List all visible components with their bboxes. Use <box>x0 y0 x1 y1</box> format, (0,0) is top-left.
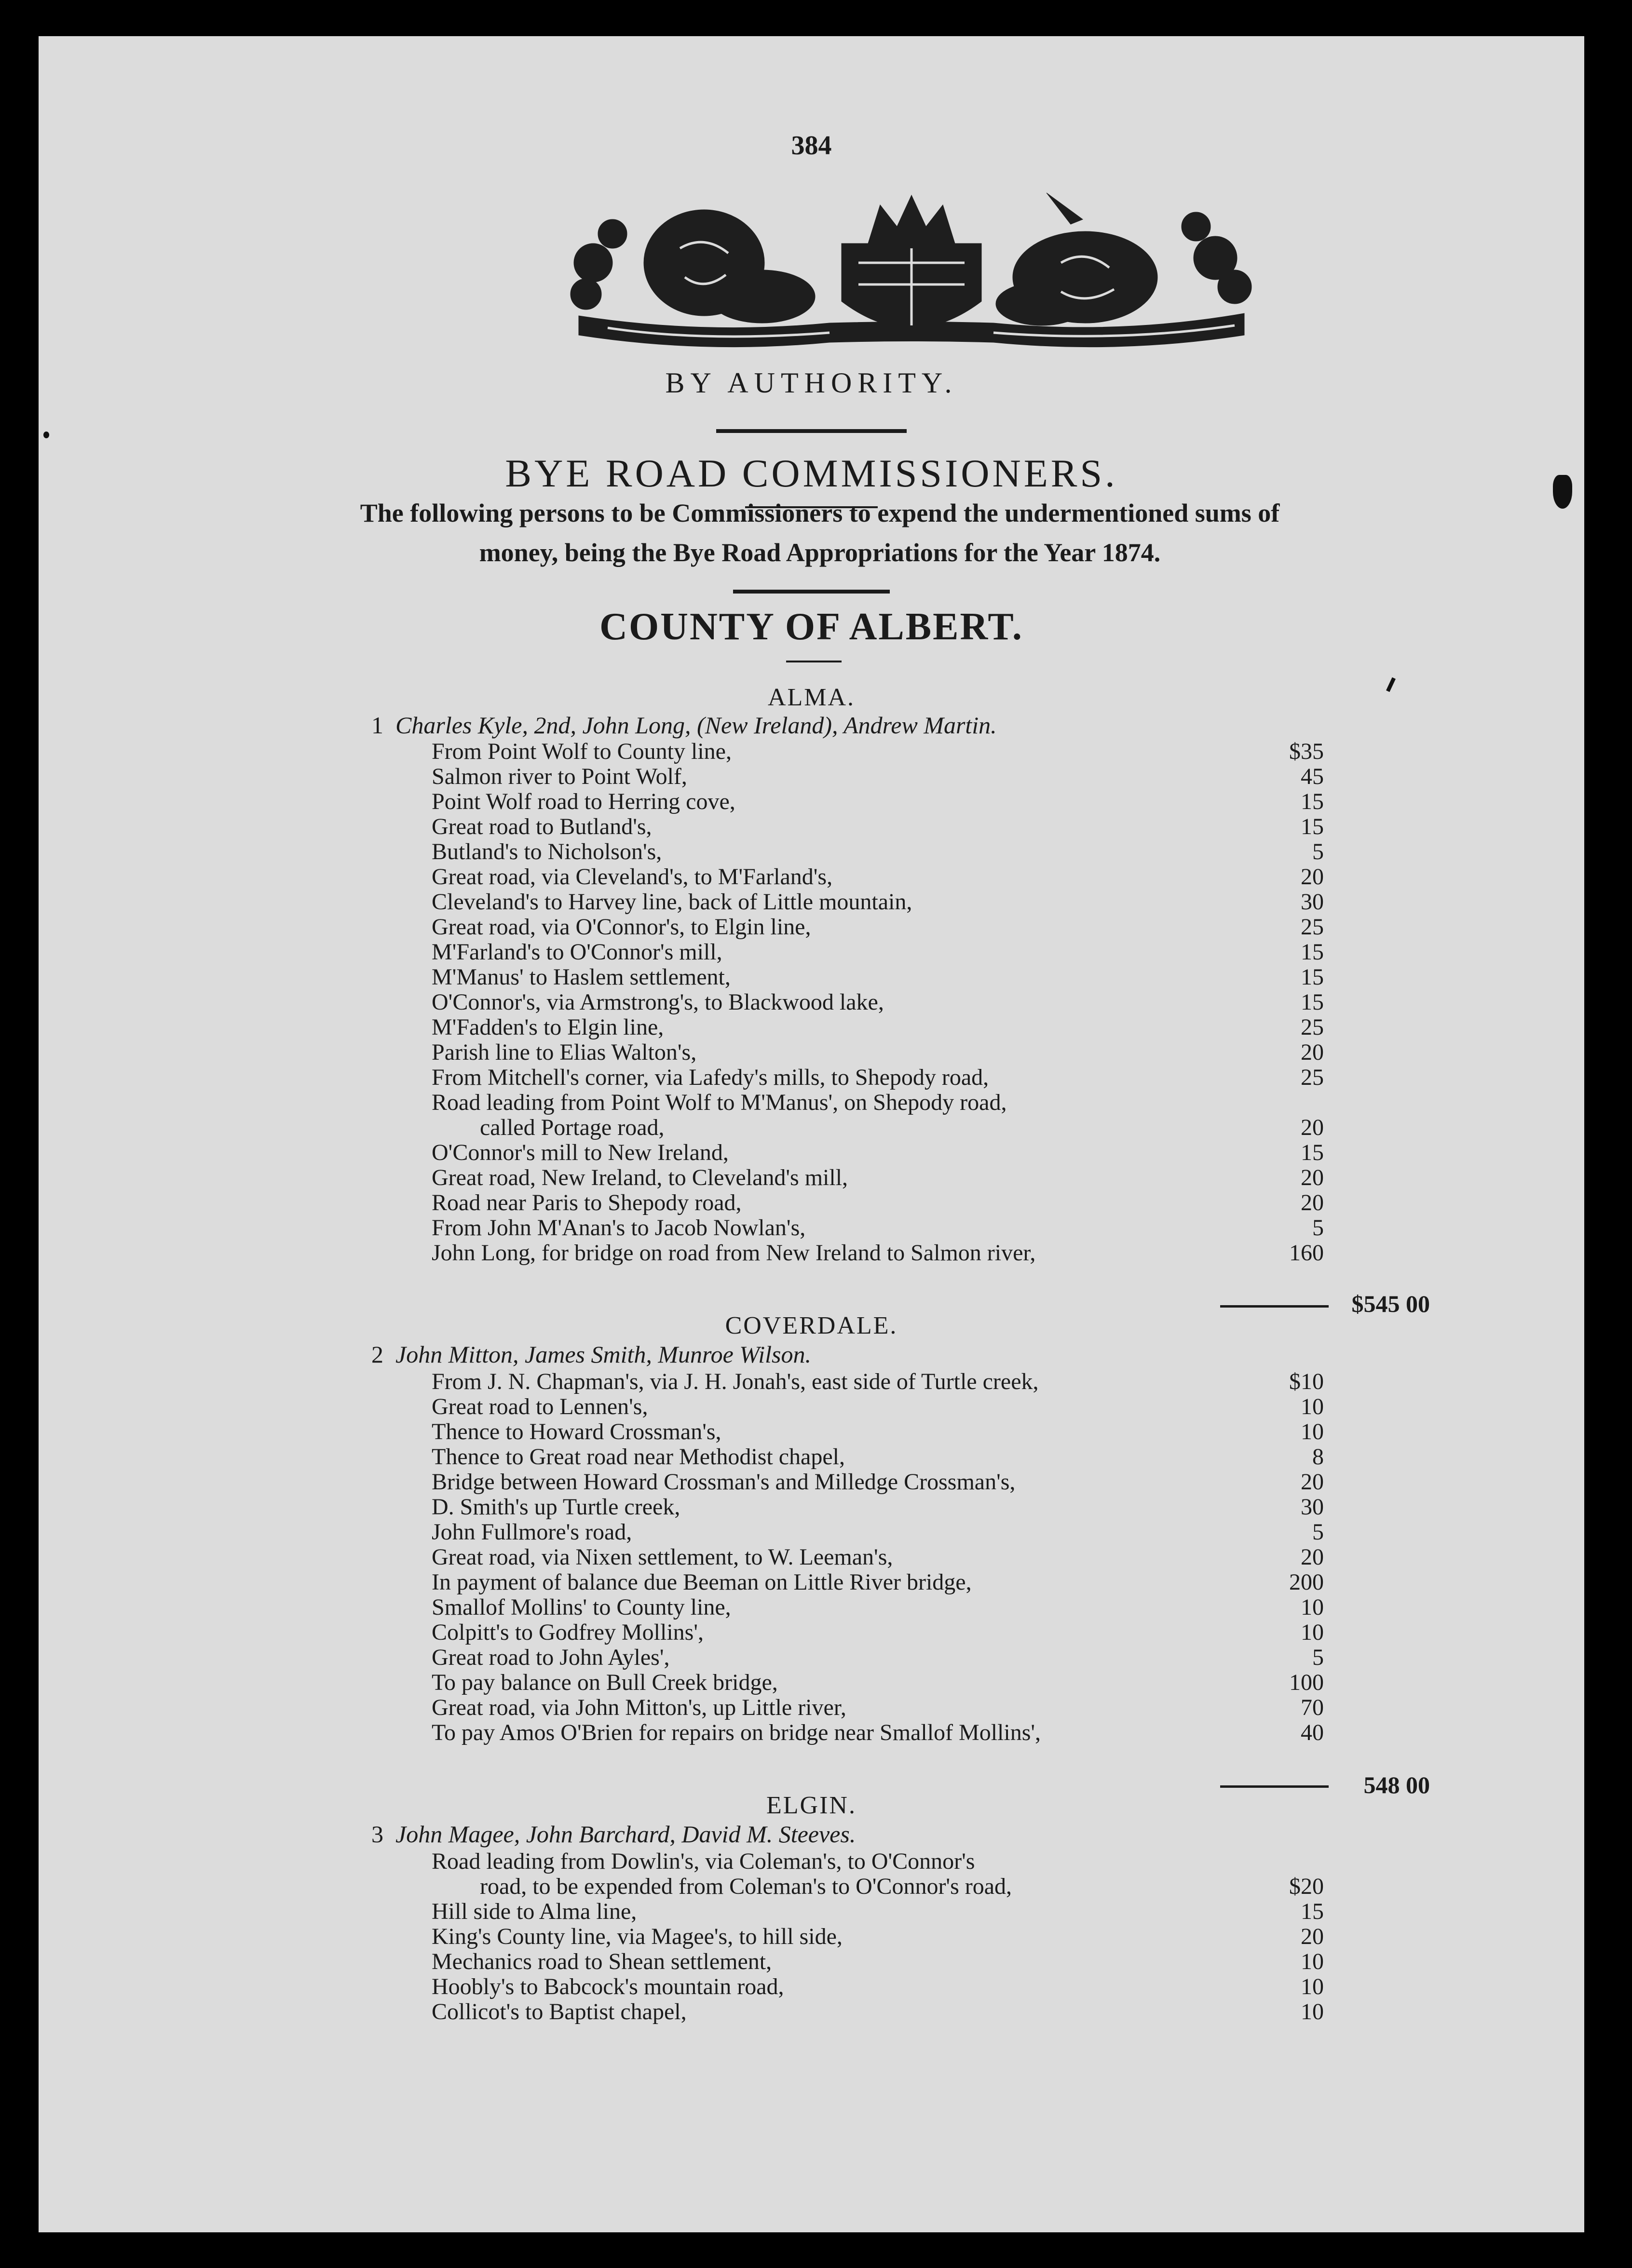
row-description: From J. N. Chapman's, via J. H. Jonah's, east side of Turtle creek, <box>432 1369 1039 1394</box>
row-amount: 10 <box>1301 1419 1324 1444</box>
page-title: BYE ROAD COMMISSIONERS. <box>505 451 1118 495</box>
appropriation-row <box>432 1949 1324 1974</box>
row-description: Mechanics road to Shean settlement, <box>432 1949 772 1974</box>
row-amount: 15 <box>1301 1899 1324 1924</box>
row-description: Great road, via Cleveland's, to M'Farland's, <box>432 864 833 890</box>
section-heading-coverdale: COVERDALE. <box>725 1312 898 1339</box>
intro-line: The following persons to be Commissioners to expend the undermentioned sums of <box>360 499 1280 527</box>
row-amount: 10 <box>1301 1949 1324 1974</box>
row-description: Thence to Howard Crossman's, <box>432 1419 721 1444</box>
row-description: Hoobly's to Babcock's mountain road, <box>432 1974 784 1999</box>
row-amount: 200 <box>1289 1569 1324 1595</box>
row-description: Road leading from Point Wolf to M'Manus', on Shepody road, <box>432 1090 1007 1115</box>
appropriation-row <box>432 1495 1324 1520</box>
appropriation-row <box>432 839 1324 864</box>
appropriation-row <box>432 1849 1324 1874</box>
row-description: Great road to Lennen's, <box>432 1394 648 1419</box>
row-description: Great road, via O'Connor's, to Elgin line, <box>432 914 811 940</box>
section-number: 1 <box>371 712 383 739</box>
commissioners-line <box>371 1340 811 1368</box>
section-heading-elgin: ELGIN. <box>766 1792 857 1819</box>
row-description: M'Fadden's to Elgin line, <box>432 1014 664 1040</box>
row-amount: 40 <box>1301 1720 1324 1745</box>
appropriation-row <box>432 940 1324 965</box>
row-description: Great road, via John Mitton's, up Little river, <box>432 1695 846 1720</box>
row-description: Smallof Mollins' to County line, <box>432 1594 731 1620</box>
appropriation-row <box>432 990 1324 1015</box>
row-amount: 25 <box>1301 914 1324 940</box>
royal-crest-image <box>559 190 1264 374</box>
intro-paragraph <box>338 493 1302 572</box>
row-description: road, to be expended from Coleman's to O'Connor's road, <box>480 1874 1012 1899</box>
appropriation-row <box>432 789 1324 814</box>
appropriation-row <box>432 1620 1324 1645</box>
by-authority-label: BY AUTHORITY. <box>665 367 958 399</box>
appropriation-row <box>432 1595 1324 1620</box>
row-amount: 15 <box>1301 814 1324 839</box>
row-amount: 5 <box>1312 1519 1324 1545</box>
row-description: Butland's to Nicholson's, <box>432 839 662 864</box>
appropriation-row <box>432 1470 1324 1495</box>
section-total: 548 00 <box>1363 1771 1430 1798</box>
row-amount: 25 <box>1301 1014 1324 1040</box>
row-amount: 100 <box>1289 1670 1324 1695</box>
row-description: To pay balance on Bull Creek bridge, <box>432 1670 778 1695</box>
row-amount: 160 <box>1289 1240 1324 1266</box>
ink-speck <box>1553 475 1572 509</box>
row-description: John Fullmore's road, <box>432 1519 632 1545</box>
appropriation-row <box>432 1394 1324 1419</box>
appropriation-row <box>432 1999 1324 2025</box>
row-amount: 30 <box>1301 1494 1324 1520</box>
row-description: From John M'Anan's to Jacob Nowlan's, <box>432 1215 806 1241</box>
row-amount: 70 <box>1301 1695 1324 1720</box>
appropriation-row <box>432 1165 1324 1190</box>
row-description: Point Wolf road to Herring cove, <box>432 789 735 814</box>
appropriation-row <box>432 915 1324 940</box>
row-amount: 8 <box>1312 1444 1324 1470</box>
appropriation-row <box>432 965 1324 990</box>
row-amount: 20 <box>1301 864 1324 890</box>
row-amount: 20 <box>1301 1040 1324 1065</box>
appropriation-row <box>432 1241 1324 1266</box>
row-amount: 20 <box>1301 1115 1324 1140</box>
appropriation-row <box>432 1090 1324 1115</box>
row-description: Thence to Great road near Methodist chapel, <box>432 1444 845 1470</box>
row-amount: 15 <box>1301 1140 1324 1165</box>
divider-rule <box>716 429 907 433</box>
appropriation-row <box>432 1924 1324 1949</box>
row-description: King's County line, via Magee's, to hill side, <box>432 1924 843 1949</box>
row-description: called Portage road, <box>480 1115 665 1140</box>
appropriation-row <box>432 1645 1324 1670</box>
page-number: 384 <box>791 131 832 161</box>
appropriation-row <box>432 1190 1324 1215</box>
appropriation-row <box>432 739 1324 764</box>
row-description: From Point Wolf to County line, <box>432 739 732 764</box>
row-description: Great road, via Nixen settlement, to W. Leeman's, <box>432 1544 893 1570</box>
appropriation-row <box>432 1444 1324 1470</box>
appropriation-row <box>432 1899 1324 1924</box>
row-amount: 10 <box>1301 1999 1324 2025</box>
row-amount: 20 <box>1301 1469 1324 1495</box>
divider-rule <box>786 661 842 662</box>
row-amount: 20 <box>1301 1165 1324 1190</box>
row-description: O'Connor's mill to New Ireland, <box>432 1140 729 1165</box>
row-amount: 25 <box>1301 1065 1324 1090</box>
appropriation-row <box>432 1419 1324 1444</box>
row-amount: 15 <box>1301 964 1324 990</box>
section-heading-alma: ALMA. <box>767 684 856 711</box>
sum-rule <box>1220 1785 1329 1788</box>
row-description: O'Connor's, via Armstrong's, to Blackwood lake, <box>432 989 884 1015</box>
row-description: To pay Amos O'Brien for repairs on bridge near Smallof Mollins', <box>432 1720 1041 1745</box>
row-amount: 15 <box>1301 789 1324 814</box>
row-description: Road leading from Dowlin's, via Coleman's, to O'Connor's <box>432 1849 975 1874</box>
appropriation-row <box>432 1720 1324 1745</box>
row-description: Salmon river to Point Wolf, <box>432 764 687 789</box>
row-description: Parish line to Elias Walton's, <box>432 1040 697 1065</box>
row-amount: 45 <box>1301 764 1324 789</box>
section-total: $545 00 <box>1351 1290 1430 1317</box>
commissioners-line <box>371 711 997 739</box>
row-amount: 5 <box>1312 839 1324 864</box>
row-amount: 5 <box>1312 1215 1324 1241</box>
section-number: 2 <box>371 1341 383 1368</box>
county-heading: COUNTY OF ALBERT. <box>599 606 1023 648</box>
appropriation-row <box>432 1015 1324 1040</box>
row-amount: 15 <box>1301 989 1324 1015</box>
appropriation-row <box>432 1520 1324 1545</box>
appropriation-row <box>432 1695 1324 1720</box>
appropriation-row <box>432 864 1324 890</box>
row-amount: $10 <box>1289 1369 1324 1394</box>
appropriation-row <box>432 1115 1324 1140</box>
row-description: Collicot's to Baptist chapel, <box>432 1999 687 2025</box>
appropriation-row <box>432 1369 1324 1394</box>
row-amount: 10 <box>1301 1594 1324 1620</box>
sum-rule <box>1220 1305 1329 1308</box>
appropriation-row <box>432 1140 1324 1165</box>
row-description: Cleveland's to Harvey line, back of Little mountain, <box>432 889 912 915</box>
row-amount: 30 <box>1301 889 1324 915</box>
appropriation-row <box>432 764 1324 789</box>
row-description: M'Farland's to O'Connor's mill, <box>432 939 722 965</box>
commissioners-line <box>371 1820 856 1848</box>
appropriation-row <box>432 814 1324 839</box>
ink-speck <box>43 432 49 438</box>
appropriation-row <box>432 1570 1324 1595</box>
row-description: In payment of balance due Beeman on Little River bridge, <box>432 1569 972 1595</box>
row-amount: 10 <box>1301 1394 1324 1419</box>
row-amount: $20 <box>1289 1874 1324 1899</box>
row-description: From Mitchell's corner, via Lafedy's mills, to Shepody road, <box>432 1065 989 1090</box>
appropriation-row <box>432 1040 1324 1065</box>
appropriation-row <box>432 1874 1324 1899</box>
row-amount: 10 <box>1301 1620 1324 1645</box>
row-description: M'Manus' to Haslem settlement, <box>432 964 731 990</box>
row-description: D. Smith's up Turtle creek, <box>432 1494 680 1520</box>
intro-line: money, being the Bye Road Appropriations for the Year 1874. <box>479 538 1161 567</box>
row-description: Great road, New Ireland, to Cleveland's mill, <box>432 1165 848 1190</box>
row-amount: 20 <box>1301 1924 1324 1949</box>
divider-rule <box>733 590 890 594</box>
row-description: Great road to John Ayles', <box>432 1645 670 1670</box>
row-description: John Long, for bridge on road from New Ireland to Salmon river, <box>432 1240 1036 1266</box>
appropriation-row <box>432 1545 1324 1570</box>
commissioner-names: John Mitton, James Smith, Munroe Wilson. <box>395 1341 811 1368</box>
row-amount: 15 <box>1301 939 1324 965</box>
appropriation-row <box>432 1215 1324 1241</box>
appropriation-row <box>432 1670 1324 1695</box>
row-description: Hill side to Alma line, <box>432 1899 637 1924</box>
appropriation-row <box>432 1974 1324 1999</box>
row-description: Great road to Butland's, <box>432 814 652 839</box>
row-amount: 5 <box>1312 1645 1324 1670</box>
row-amount: 10 <box>1301 1974 1324 1999</box>
row-description: Colpitt's to Godfrey Mollins', <box>432 1620 704 1645</box>
section-number: 3 <box>371 1821 383 1848</box>
row-amount: $35 <box>1289 739 1324 764</box>
commissioner-names: Charles Kyle, 2nd, John Long, (New Ireland), Andrew Martin. <box>395 712 997 739</box>
row-description: Bridge between Howard Crossman's and Milledge Crossman's, <box>432 1469 1016 1495</box>
row-amount: 20 <box>1301 1544 1324 1570</box>
document-page <box>39 36 1584 2232</box>
row-amount: 20 <box>1301 1190 1324 1215</box>
appropriation-row <box>432 1065 1324 1090</box>
appropriation-row <box>432 890 1324 915</box>
commissioner-names: John Magee, John Barchard, David M. Steeves. <box>395 1821 856 1848</box>
row-description: Road near Paris to Shepody road, <box>432 1190 742 1215</box>
